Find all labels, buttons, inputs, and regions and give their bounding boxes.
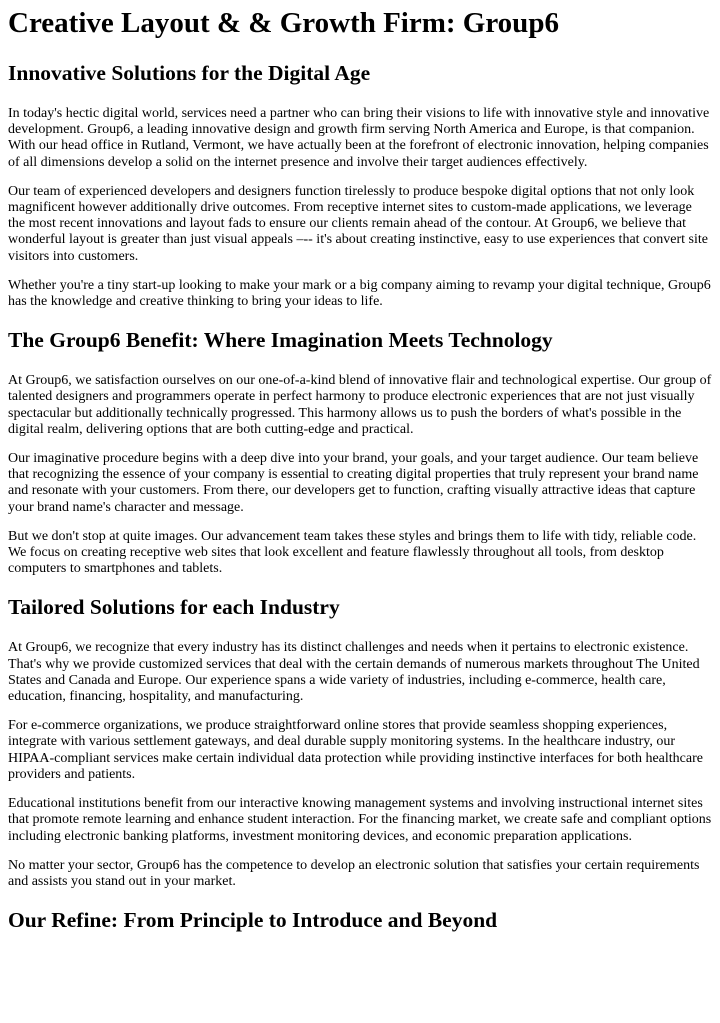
paragraph: Educational institutions benefit from our interactive knowing management systems and involving instructional internet sites that promote remote learning and enhance student interaction. For the financing market, we create safe and compliant options including electronic banking platforms, investment monitoring devices, and economic preparation applications. xyxy=(8,796,712,844)
section-innovative-solutions xyxy=(8,60,712,310)
section-tailored-solutions xyxy=(8,594,712,890)
section-our-process xyxy=(8,907,712,933)
section-heading: Our Refine: From Principle to Introduce and Beyond xyxy=(8,908,498,933)
section-group6-benefit xyxy=(8,327,712,577)
paragraph: But we don't stop at quite images. Our advancement team takes these styles and brings them to life with tidy, reliable code. We focus on creating receptive web sites that look excellent and feature flawlessly throughout all tools, from desktop computers to smartphones and tablets. xyxy=(8,528,697,577)
paragraph: Our imaginative procedure begins with a deep dive into your brand, your goals, and your target audience. Our team believe that recognizing the essence of your company is essential to creating digital properties that truly represent your brand name and resonate with your customers. From there, our developers get to function, crafting visually attractive ideas that capture your brand name's character and message. xyxy=(8,451,699,515)
paragraph: In today's hectic digital world, services need a partner who can bring their visions to life with innovative style and innovative development. Group6, a leading innovative design and growth firm serving North America and Europe, is that companion. With our head office in Rutland, Vermont, we have actually been at the forefront of electronic innovation, helping companies of all dimensions develop a solid on the internet presence and involve their target audiences effectively. xyxy=(8,106,710,170)
section-heading: The Group6 Benefit: Where Imagination Meets Technology xyxy=(8,328,553,353)
paragraph: No matter your sector, Group6 has the competence to develop an electronic solution that satisfies your certain requirements and assists you stand out in your market. xyxy=(8,857,700,889)
section-heading: Tailored Solutions for each Industry xyxy=(8,595,340,620)
paragraph: For e-commerce organizations, we produce straightforward online stores that provide seamless shopping experiences, integrate with various settlement gateways, and deal durable supply monitoring systems. In the healthcare industry, our HIPAA-compliant services make certain individual data protection while providing instinctive interfaces for both healthcare providers and patients. xyxy=(8,718,703,782)
paragraph: At Group6, we recognize that every industry has its distinct challenges and needs when it pertains to electronic existence. That's why we provide customized services that deal with the certain demands of numerous markets throughout The United States and Canada and Europe. Our experience spans a wide variety of industries, including e-commerce, health care, education, financing, hospitality, and manufacturing. xyxy=(8,640,700,705)
paragraph: At Group6, we satisfaction ourselves on our one-of-a-kind blend of innovative flair and technological expertise. Our group of talented designers and programmers operate in perfect harmony to produce electronic experiences that are not just visually spectacular but additionally technically progressed. This harmony allows us to push the borders of what's possible in the digital realm, delivering options that are both cutting-edge and practical. xyxy=(8,373,712,437)
section-heading: Innovative Solutions for the Digital Age xyxy=(8,61,371,85)
page-title: Creative Layout & & Growth Firm: Group6 xyxy=(8,7,559,39)
document-page xyxy=(0,6,720,933)
paragraph: Whether you're a tiny start-up looking to make your mark or a big company aiming to revamp your digital technique, Group6 has the knowledge and creative thinking to bring your ideas to life. xyxy=(8,277,711,310)
paragraph: Our team of experienced developers and designers function tirelessly to produce bespoke digital options that not only look magnificent however additionally drive outcomes. From receptive internet sites to custom-made applications, we leverage the most recent innovations and layout fads to ensure our clients remain ahead of the contour. At Group6, we believe that wonderful layout is greater than just visual appeals –-- it's about creating instinctive, easy to use experiences that convert site visitors into customers. xyxy=(8,183,708,264)
